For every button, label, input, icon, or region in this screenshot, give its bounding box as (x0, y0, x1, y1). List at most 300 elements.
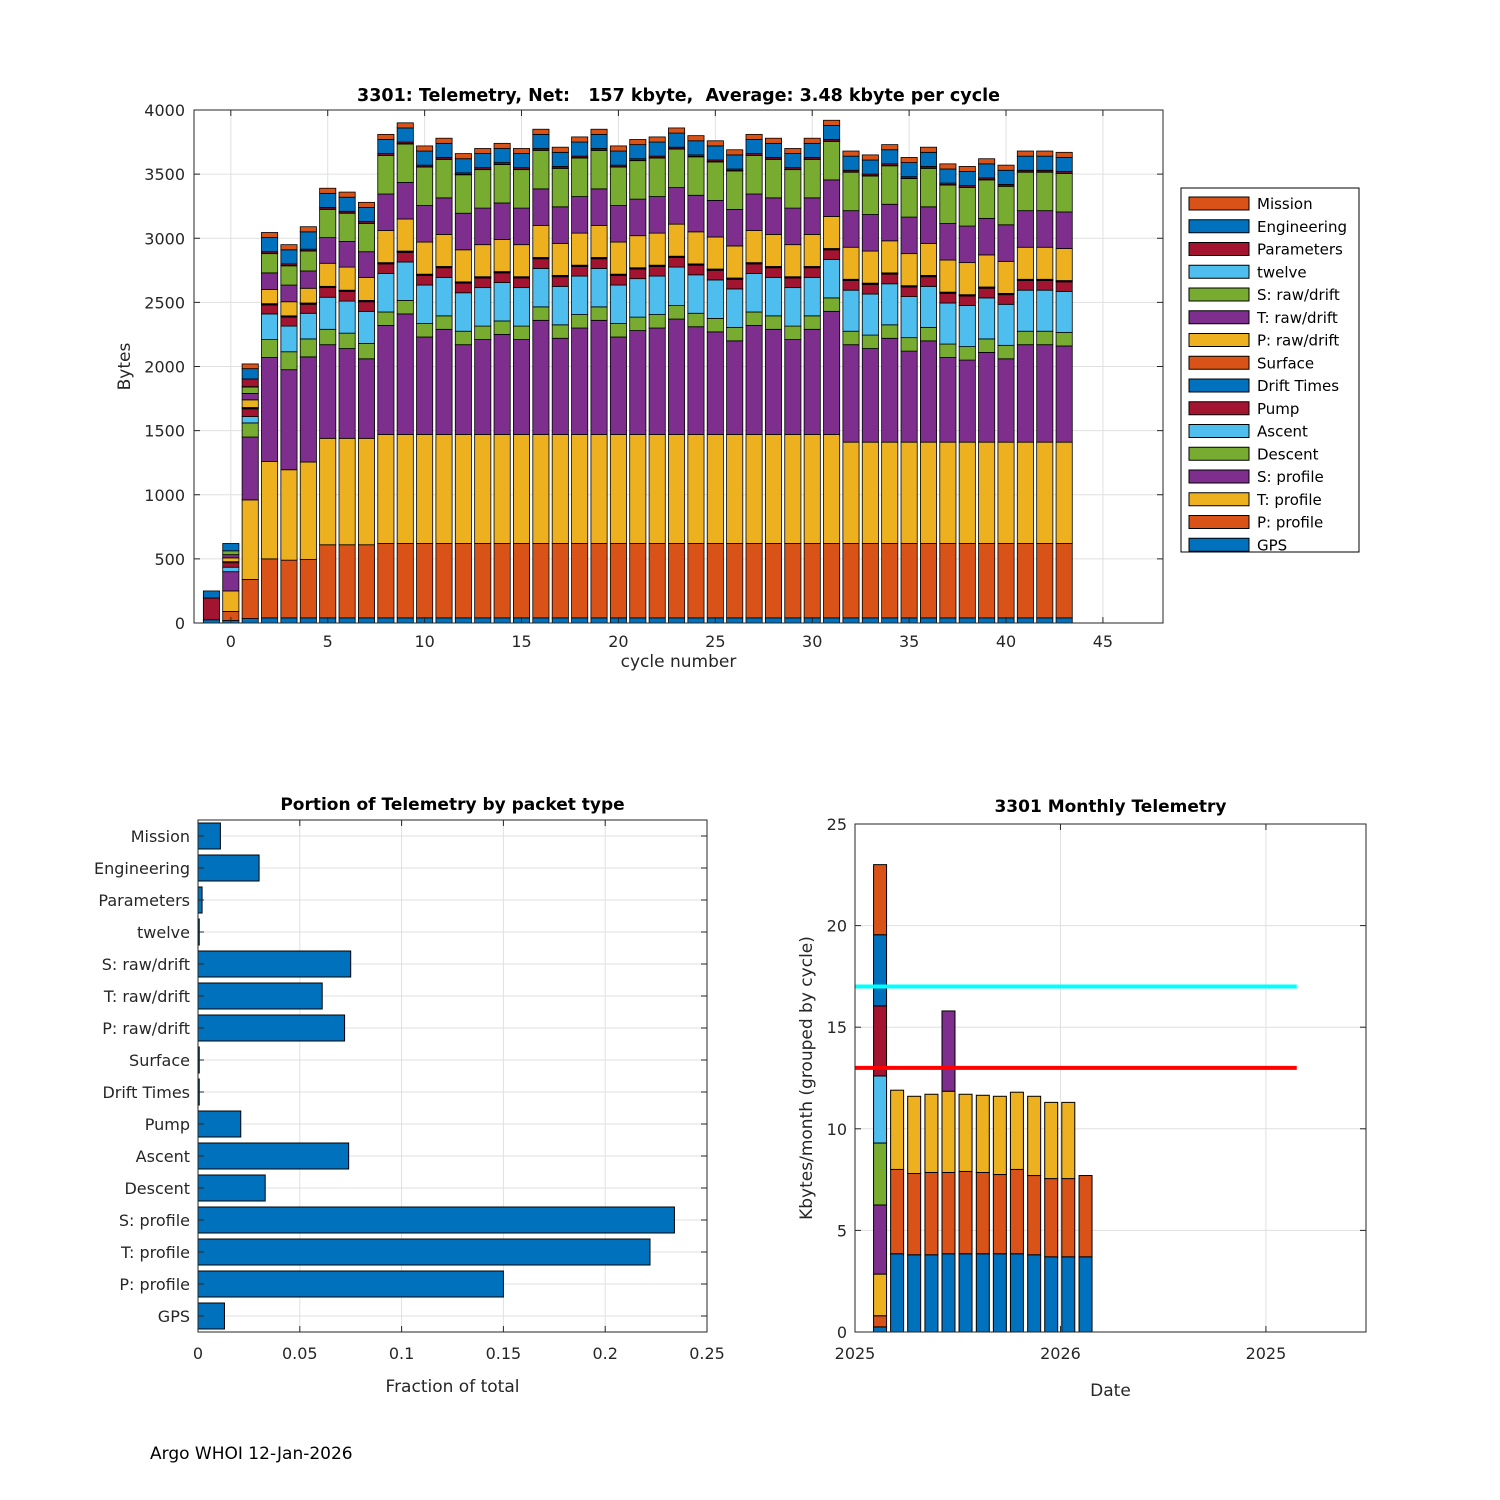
bar-segment (494, 543, 510, 617)
bar-segment (1056, 173, 1072, 211)
bar-segment (223, 555, 239, 558)
bar-segment (513, 434, 529, 543)
cycle-segment (942, 1011, 955, 1091)
x-tick-label: 5 (322, 632, 333, 651)
bar-segment (727, 327, 743, 340)
bar-segment (1037, 156, 1053, 170)
x-axis-label: Date (1090, 1381, 1131, 1401)
bar-segment (649, 276, 665, 314)
bar-segment (882, 150, 898, 164)
x-tick-label: 0 (192, 1344, 204, 1363)
bar-segment (320, 188, 336, 193)
bar-segment (979, 180, 995, 218)
bar-segment (513, 340, 529, 435)
bar-segment (436, 277, 452, 315)
bar-segment (475, 326, 491, 339)
bar-segment (378, 325, 394, 434)
bar-segment (436, 138, 452, 143)
bar-segment (649, 315, 665, 328)
bar-segment (261, 273, 277, 290)
bar-segment (727, 209, 743, 246)
y-tick-label: 25 (826, 815, 847, 834)
barh-T: raw/drift (198, 983, 322, 1009)
cycle-segment (874, 1143, 887, 1205)
bar-segment (591, 543, 607, 617)
bar-segment (455, 434, 471, 543)
category-label: S: profile (118, 1211, 190, 1230)
bar-segment (242, 437, 258, 500)
bar-segment (358, 311, 374, 343)
bar-segment (998, 295, 1014, 305)
barh-Pump (198, 1111, 241, 1137)
bar-segment (320, 438, 336, 544)
bar-segment (785, 288, 801, 326)
legend-label: Engineering (1257, 217, 1347, 236)
bar-segment (533, 320, 549, 434)
bar-segment (513, 278, 529, 288)
bar-segment (397, 182, 413, 219)
bar-segment (785, 170, 801, 208)
bar-segment (1017, 543, 1033, 617)
bar-segment (320, 209, 336, 237)
bar-cycle-34 (882, 145, 898, 623)
y-axis-label: Kbytes/month (grouped by cycle) (797, 936, 817, 1220)
bar-segment (727, 618, 743, 623)
barh-T: profile (198, 1239, 650, 1265)
bar-segment (1017, 211, 1033, 248)
bar-segment (242, 619, 258, 623)
bar-cycle-10 (417, 146, 433, 623)
bar-segment (533, 307, 549, 320)
bar-segment (513, 170, 529, 208)
bar-segment (882, 442, 898, 543)
bar-segment (339, 618, 355, 623)
legend-label: T: raw/drift (1257, 308, 1338, 327)
bar-segment (804, 316, 820, 329)
bar-segment (1037, 172, 1053, 210)
bar-segment (649, 543, 665, 617)
bar-segment (649, 142, 665, 156)
cycle-segment (1062, 1179, 1075, 1257)
bar-segment (320, 263, 336, 286)
bar-segment (417, 543, 433, 617)
bar-segment (979, 618, 995, 623)
y-tick-label: 15 (826, 1018, 847, 1038)
bar-segment (475, 208, 491, 245)
legend-swatch (1189, 220, 1249, 233)
bar-segment (901, 297, 917, 338)
bar-segment (688, 157, 704, 195)
bar-segment (378, 231, 394, 263)
bar-segment (1017, 172, 1033, 210)
bar-segment (785, 543, 801, 617)
bar-segment (707, 332, 723, 435)
legend-label: T: profile (1257, 490, 1322, 509)
bar-segment (591, 225, 607, 257)
legend-label: Parameters (1257, 240, 1343, 259)
legend-label: twelve (1257, 263, 1307, 282)
bar-segment (959, 618, 975, 623)
bar-segment (959, 347, 975, 360)
bar-segment (513, 326, 529, 339)
bar-segment (358, 202, 374, 207)
bar-segment (320, 288, 336, 298)
bar-segment (707, 280, 723, 318)
bar-segment (223, 572, 239, 591)
barh-group (198, 823, 674, 1329)
bar-segment (630, 236, 646, 268)
bar-cycle-7 (358, 202, 374, 623)
bar-segment (649, 328, 665, 434)
bar-segment (998, 165, 1014, 170)
bar-segment (979, 164, 995, 178)
bar-segment (920, 207, 936, 244)
bar-segment (843, 290, 859, 331)
bar-segment (300, 288, 316, 303)
barh-P: profile (198, 1271, 503, 1297)
bar-segment (281, 560, 297, 618)
bar-segment (920, 341, 936, 442)
bar-segment (843, 442, 859, 543)
bar-cycle-13 (475, 148, 491, 623)
cycle-segment (874, 1205, 887, 1274)
legend-swatch (1189, 402, 1249, 415)
bar-segment (668, 188, 684, 225)
cycle-segment (1045, 1257, 1058, 1332)
bar-segment (765, 234, 781, 266)
bar-segment (1056, 291, 1072, 332)
bar-segment (242, 400, 258, 408)
bar-segment (436, 329, 452, 434)
barh-Descent (198, 1175, 265, 1201)
bar-segment (300, 227, 316, 232)
legend-swatch (1189, 493, 1249, 506)
y-tick-label: 3500 (144, 165, 185, 185)
bar-segment (1017, 151, 1033, 156)
bar-segment (1056, 157, 1072, 171)
bar-segment (824, 298, 840, 311)
bar-segment (688, 327, 704, 435)
bar-segment (727, 434, 743, 543)
bar-segment (339, 333, 355, 348)
bar-segment (242, 364, 258, 369)
bar-segment (455, 175, 471, 213)
month-bar (908, 1096, 921, 1332)
bar-segment (824, 180, 840, 217)
bar-segment (1037, 345, 1053, 442)
bar-segment (494, 165, 510, 203)
bar-segment (436, 268, 452, 278)
bar-segment (513, 154, 529, 168)
bar-segment (843, 543, 859, 617)
bar-cycle-27 (746, 134, 762, 623)
bar-segment (882, 284, 898, 325)
bar-segment (300, 357, 316, 462)
bar-segment (804, 234, 820, 266)
bar-segment (959, 166, 975, 171)
bar-segment (1037, 281, 1053, 291)
bar-cycle-28 (765, 138, 781, 623)
bar-segment (882, 618, 898, 623)
legend-swatch (1189, 197, 1249, 210)
bar-segment (572, 434, 588, 543)
bar-segment (901, 351, 917, 442)
bar-segment (746, 274, 762, 312)
bar-segment (668, 306, 684, 319)
bar-segment (591, 134, 607, 148)
bar-cycle-15 (513, 148, 529, 623)
cycle-segment (1045, 1179, 1058, 1257)
bar-segment (920, 147, 936, 152)
bar-cycle-14 (494, 143, 510, 623)
bar-cycle-5 (320, 188, 336, 623)
bar-cycle-32 (843, 151, 859, 623)
bar-segment (513, 148, 529, 153)
bar-segment (649, 158, 665, 196)
bar-segment (475, 278, 491, 288)
bar-segment (552, 618, 568, 623)
bar-segment (591, 618, 607, 623)
bar-segment (300, 560, 316, 618)
bar-segment (882, 325, 898, 338)
bar-segment (804, 143, 820, 157)
bar-segment (572, 137, 588, 142)
category-label: Mission (130, 827, 190, 846)
bar-segment (397, 252, 413, 262)
bar-segment (339, 267, 355, 290)
bar-segment (300, 339, 316, 357)
bar-segment (358, 302, 374, 312)
bar-cycle-40 (998, 165, 1014, 623)
bar-segment (320, 345, 336, 439)
cycle-segment (1079, 1257, 1092, 1332)
cycle-segment (1062, 1257, 1075, 1332)
y-tick-label: 0 (174, 614, 185, 633)
cycle-segment (874, 1076, 887, 1143)
bar-segment (339, 213, 355, 241)
bar-segment (940, 442, 956, 543)
bar-segment (610, 275, 626, 285)
bar-segment (436, 316, 452, 329)
bar-segment (494, 240, 510, 272)
bar-cycle-41 (1017, 151, 1033, 623)
bar-segment (824, 543, 840, 617)
bar-segment (746, 325, 762, 434)
bar-segment (746, 139, 762, 153)
bar-segment (417, 324, 433, 337)
bar-segment (746, 434, 762, 543)
bar-segment (223, 591, 239, 612)
bar-segment (397, 543, 413, 617)
bar-segment (979, 255, 995, 287)
bar-cycle-29 (785, 148, 801, 623)
bar-segment (378, 543, 394, 617)
bar-segment (281, 326, 297, 352)
bar-segment (630, 161, 646, 199)
legend-swatch (1189, 243, 1249, 256)
bar-segment (920, 277, 936, 287)
chart-title: Portion of Telemetry by packet type (280, 795, 625, 815)
bar-segment (533, 268, 549, 306)
bar-segment (339, 438, 355, 544)
footer-text: Argo WHOI 12-Jan-2026 (150, 1444, 353, 1464)
bar-segment (358, 207, 374, 221)
bar-segment (242, 387, 258, 393)
bar-segment (998, 261, 1014, 293)
bar-segment (727, 279, 743, 289)
legend-swatch (1189, 288, 1249, 301)
bar-segment (242, 393, 258, 399)
x-tick-label: 25 (705, 632, 726, 651)
bar-segment (572, 197, 588, 234)
legend-item (1189, 241, 1343, 259)
x-tick-label: 15 (511, 632, 532, 651)
category-label: twelve (137, 923, 190, 942)
bar-segment (242, 500, 258, 580)
bar-segment (1056, 442, 1072, 543)
bar-segment (242, 369, 258, 379)
bar-segment (552, 168, 568, 206)
bar-segment (261, 305, 277, 314)
bar-segment (320, 297, 336, 329)
bar-segment (688, 195, 704, 232)
bar-segment (455, 283, 471, 293)
bar-segment (417, 337, 433, 434)
bar-segment (339, 192, 355, 197)
bar-segment (1037, 151, 1053, 156)
bar-cycle-2 (261, 232, 277, 623)
cycle-segment (891, 1090, 904, 1169)
bar-cycle-22 (649, 137, 665, 623)
bar-segment (765, 159, 781, 197)
legend-item (1189, 377, 1339, 395)
bar-segment (979, 352, 995, 442)
bar-cycle-42 (1037, 151, 1053, 623)
bar-segment (475, 154, 491, 168)
bar-segment (901, 163, 917, 177)
bar-segment (804, 138, 820, 143)
bar-segment (533, 259, 549, 269)
bar-segment (320, 329, 336, 344)
bar-segment (610, 167, 626, 205)
bar-segment (455, 543, 471, 617)
bar-segment (513, 245, 529, 277)
bar-segment (475, 170, 491, 208)
category-label: T: raw/drift (103, 987, 190, 1006)
bar-segment (940, 303, 956, 344)
bar-segment (397, 262, 413, 300)
legend-swatch (1189, 334, 1249, 347)
bar-segment (688, 434, 704, 543)
month-bar (1045, 1102, 1058, 1332)
bar-segment (998, 225, 1014, 262)
bar-segment (959, 442, 975, 543)
bar-segment (998, 442, 1014, 543)
bar-segment (533, 134, 549, 148)
bar-segment (901, 179, 917, 217)
bar-segment (281, 618, 297, 623)
bar-segment (533, 543, 549, 617)
bar-segment (417, 151, 433, 165)
bar-segment (591, 259, 607, 269)
cycle-segment (942, 1172, 955, 1253)
bar-segment (785, 148, 801, 153)
bar-segment (591, 307, 607, 320)
bar-segment (901, 442, 917, 543)
bar-segment (552, 338, 568, 434)
bar-segment (901, 157, 917, 162)
bar-segment (785, 208, 801, 245)
bar-segment (572, 315, 588, 328)
bar-segment (998, 543, 1014, 617)
bar-segment (727, 155, 743, 169)
bar-segment (649, 618, 665, 623)
bar-cycle-9 (397, 123, 413, 623)
bar-segment (572, 233, 588, 265)
bar-segment (727, 171, 743, 209)
x-tick-label: 0.2 (592, 1344, 618, 1363)
legend-label: Ascent (1257, 422, 1308, 441)
bar-segment (746, 231, 762, 263)
bar-segment (436, 434, 452, 543)
chart-title: 3301: Telemetry, Net: 157 kbyte, Average: 3.48 kbyte per cycle (357, 86, 1000, 106)
bar-segment (339, 291, 355, 301)
month-bar (993, 1096, 1006, 1332)
bar-segment (649, 266, 665, 276)
bar-cycle-26 (727, 150, 743, 623)
bar-segment (862, 284, 878, 294)
bar-segment (920, 243, 936, 275)
bar-segment (824, 259, 840, 297)
category-label: T: profile (120, 1243, 190, 1262)
bar-segment (455, 250, 471, 282)
bar-segment (513, 543, 529, 617)
bar-segment (862, 155, 878, 160)
x-tick-label: 30 (802, 632, 823, 651)
legend-label: GPS (1257, 536, 1288, 555)
bar-cycle-31 (824, 120, 840, 623)
bar-segment (959, 306, 975, 347)
bar-segment (572, 142, 588, 156)
bar-cycle-12 (455, 154, 471, 623)
monthly-telemetry-chart (760, 720, 1460, 1440)
bar-segment (920, 327, 936, 340)
bar-segment (261, 314, 277, 340)
barh-P: raw/drift (198, 1015, 345, 1041)
legend-label: Descent (1257, 445, 1319, 464)
bar-segment (378, 264, 394, 274)
bar-segment (417, 167, 433, 205)
cycle-segment (874, 1327, 887, 1332)
bar-segment (804, 434, 820, 543)
portion-by-packet-type-chart (0, 720, 760, 1440)
bar-segment (746, 543, 762, 617)
bar-segment (261, 340, 277, 358)
bar-segment (746, 134, 762, 139)
bar-segment (688, 136, 704, 141)
bar-segment (765, 198, 781, 235)
legend-item (1189, 309, 1338, 327)
cycle-segment (1010, 1254, 1023, 1332)
legend-swatch (1189, 356, 1249, 369)
legend-item (1189, 514, 1323, 532)
bar-segment (979, 339, 995, 352)
bar-segment (785, 326, 801, 339)
bar-segment (378, 134, 394, 139)
legend-label: P: raw/drift (1257, 331, 1340, 350)
x-tick-label: 40 (995, 632, 1017, 651)
bar-segment (882, 543, 898, 617)
